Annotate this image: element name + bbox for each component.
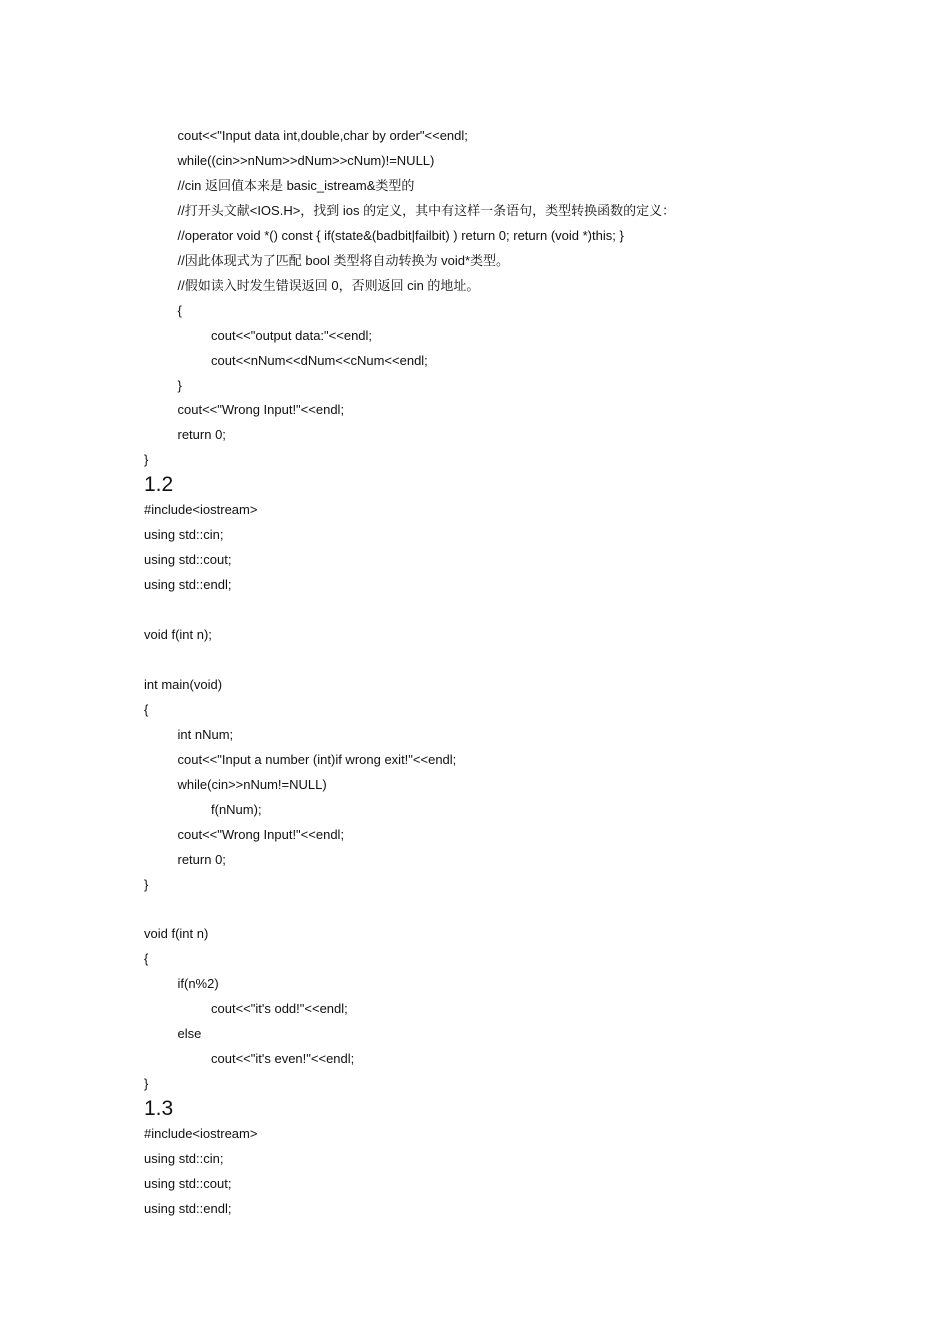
- code-line: cout<<"Input data int,double,char by order"<<endl;: [177, 128, 468, 143]
- section-heading: 1.2: [144, 473, 174, 497]
- code-line: f(nNum);: [211, 801, 262, 817]
- code-line: #include<iostream>: [144, 1126, 258, 1141]
- code-line: int main(void): [144, 676, 223, 692]
- code-line: using std::endl;: [144, 1200, 232, 1216]
- code-line: cout<<"output data:"<<endl;: [211, 327, 373, 343]
- code-line: void f(int n): [144, 926, 209, 942]
- code-line: void f(int n);: [144, 627, 212, 642]
- code-line: return 0;: [177, 427, 226, 443]
- code-line: }: [177, 377, 182, 393]
- code-line: while(cin>>nNum!=NULL): [177, 776, 327, 792]
- code-line: }: [144, 452, 149, 468]
- code-line: {: [144, 951, 149, 967]
- code-line: //operator void *() const { if(state&(badbit|failbit) ) return 0; return (void *)this; }: [177, 227, 624, 243]
- code-line: using std::cout;: [144, 552, 232, 568]
- code-line: #include<iostream>: [144, 502, 258, 518]
- code-line: cout<<"Wrong Input!"<<endl;: [177, 826, 345, 842]
- code-line: cout<<"Input a number (int)if wrong exit!"<<endl;: [177, 751, 457, 767]
- code-line: //cin 返回值本来是 basic_istream&类型的: [177, 177, 415, 193]
- code-line: using std::cin;: [144, 1150, 224, 1166]
- code-line: return 0;: [177, 851, 226, 867]
- code-line: using std::endl;: [144, 577, 232, 593]
- section-heading: 1.3: [144, 1097, 174, 1121]
- code-line: int nNum;: [177, 726, 234, 742]
- code-line: cout<<"it's odd!"<<endl;: [211, 1001, 348, 1017]
- code-line: //打开头文献<IOS.H>，找到 ios 的定义，其中有这样一条语句，类型转换函数的定义：: [177, 202, 676, 218]
- code-line: //因此体现式为了匹配 bool 类型将自动转换为 void*类型。: [177, 252, 510, 268]
- code-line: using std::cin;: [144, 527, 224, 543]
- code-line: }: [144, 876, 149, 892]
- code-line: using std::cout;: [144, 1175, 232, 1191]
- code-line: else: [177, 1026, 202, 1042]
- code-line: //假如读入时发生错误返回 0，否则返回 cin 的地址。: [177, 277, 480, 293]
- code-line: cout<<"Wrong Input!"<<endl;: [177, 402, 345, 418]
- code-line: {: [144, 701, 149, 717]
- code-line: {: [177, 302, 182, 318]
- code-line: }: [144, 1076, 149, 1092]
- code-line: while((cin>>nNum>>dNum>>cNum)!=NULL): [177, 152, 435, 168]
- code-line: if(n%2): [177, 976, 219, 992]
- code-line: cout<<"it's even!"<<endl;: [211, 1051, 355, 1067]
- code-line: cout<<nNum<<dNum<<cNum<<endl;: [211, 352, 428, 368]
